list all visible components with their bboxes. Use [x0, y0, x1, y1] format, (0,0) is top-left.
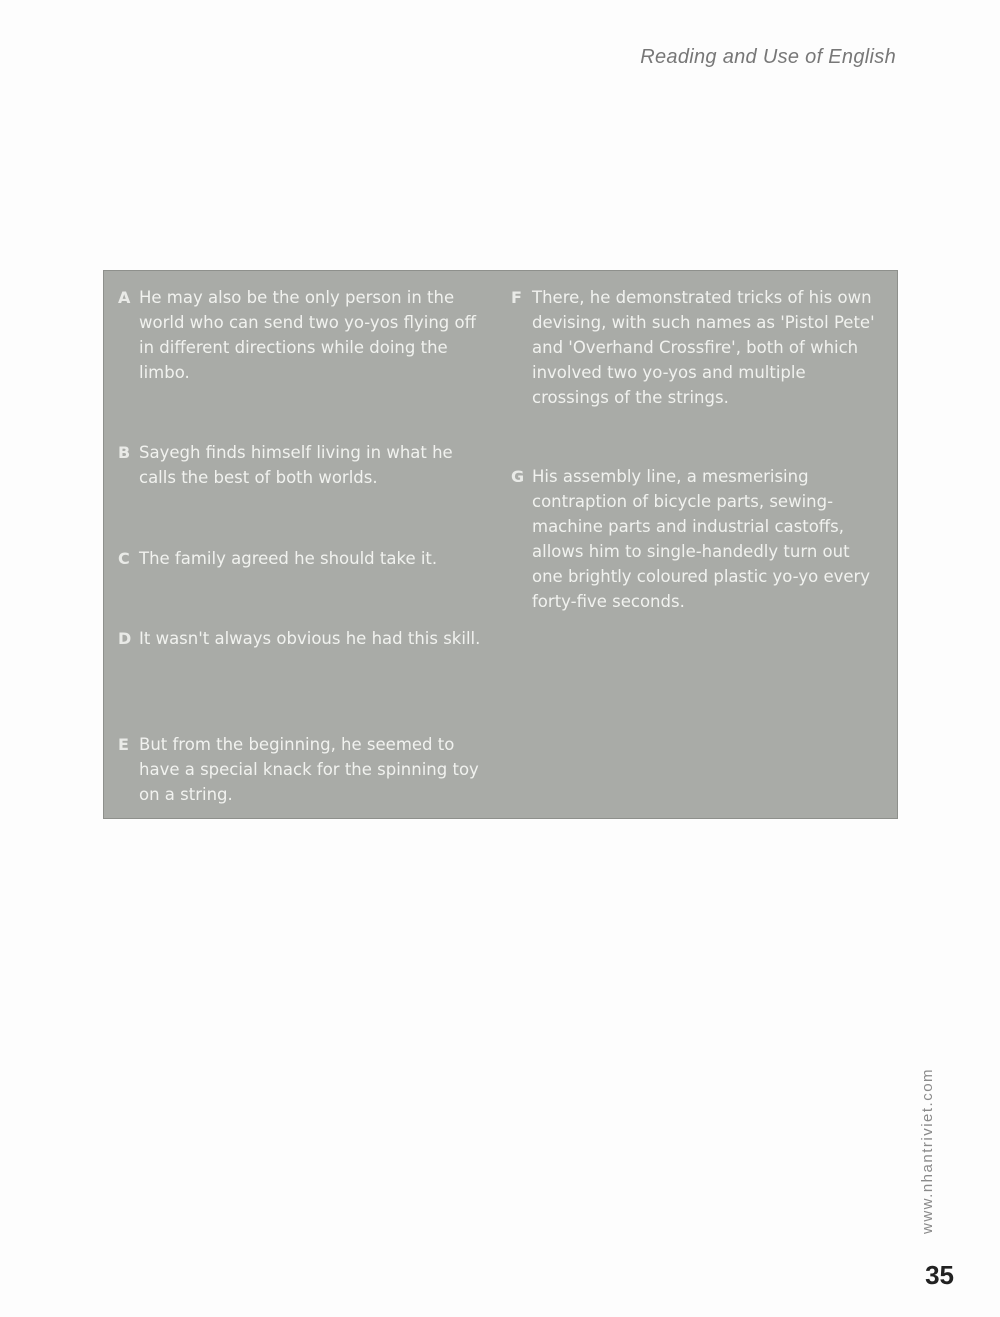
- option-a: [118, 285, 488, 385]
- option-letter: A: [118, 288, 131, 307]
- option-text: But from the beginning, he seemed to have a special knack for the spinning toy on a string.: [139, 735, 479, 804]
- option-b: [118, 440, 488, 490]
- option-text: Sayegh finds himself living in what he calls the best of both worlds.: [139, 443, 453, 487]
- option-text: His assembly line, a mesmerising contraption of bicycle parts, sewing-machine parts and industrial castoffs, allows him to single-handedly turn out one brightly coloured plastic yo-yo every forty-five seconds.: [532, 467, 871, 611]
- option-f: [511, 285, 881, 410]
- option-letter: G: [511, 467, 525, 486]
- option-c: [118, 546, 488, 571]
- option-text: The family agreed he should take it.: [139, 549, 438, 568]
- option-text: It wasn't always obvious he had this skill.: [139, 629, 481, 648]
- option-e: [118, 732, 488, 807]
- option-letter: D: [118, 629, 132, 648]
- website-url: www.nhantriviet.com: [919, 1067, 936, 1234]
- option-d: [118, 626, 488, 651]
- option-letter: B: [118, 443, 131, 462]
- option-text: He may also be the only person in the world who can send two yo-yos flying off in different directions while doing the limbo.: [139, 288, 476, 382]
- option-text: There, he demonstrated tricks of his own devising, with such names as 'Pistol Pete' and 'Overhand Crossfire', both of which involved two yo-yos and multiple crossings of the strings.: [532, 288, 875, 407]
- option-letter: E: [118, 735, 129, 754]
- section-title: Reading and Use of English: [640, 46, 896, 68]
- options-box: [103, 270, 898, 819]
- option-letter: C: [118, 549, 130, 568]
- option-g: [511, 464, 881, 614]
- option-letter: F: [511, 288, 522, 307]
- page-number: 35: [925, 1260, 954, 1290]
